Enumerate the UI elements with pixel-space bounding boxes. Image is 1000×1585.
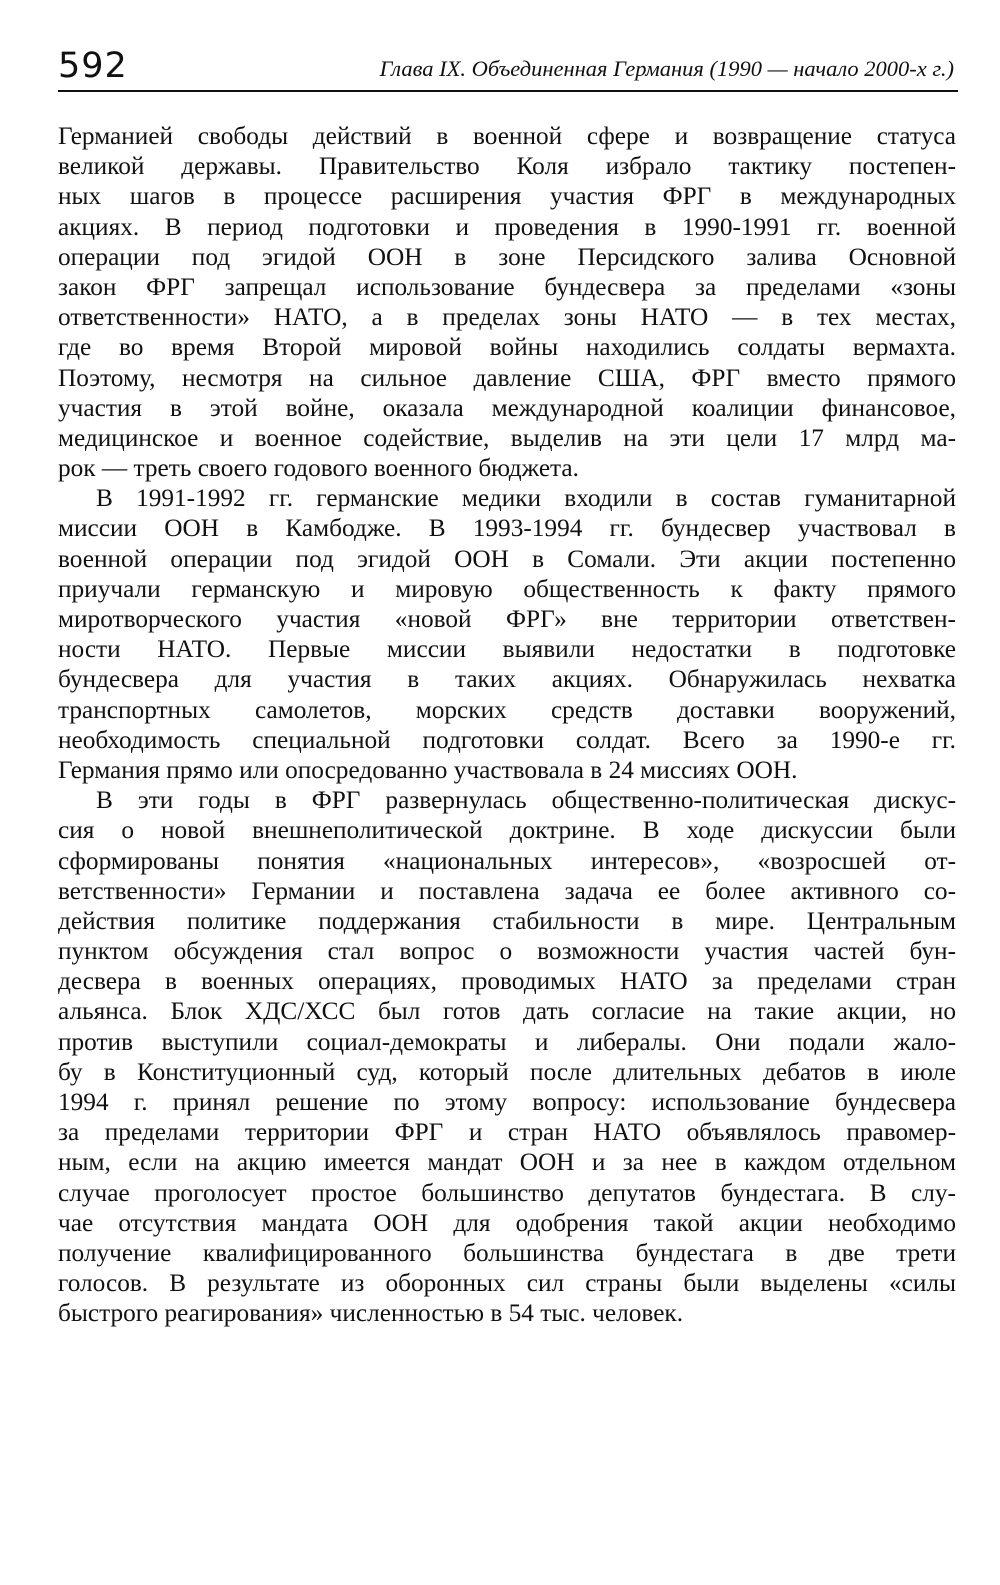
text-line: голосов. В результате из оборонных сил страны были выделены «силы [58,1269,956,1298]
text-line: где во время Второй мировой войны находились солдаты вермахта. [58,333,956,362]
text-line: В 1991-1992 гг. германские медики входили в состав гуманитарной [96,484,956,513]
page-number: 592 [58,46,128,86]
text-line: случае проголосует простое большинство депутатов бундестага. В слу- [58,1178,956,1207]
text-line: Германией свободы действий в военной сфере и возвращение статуса [58,122,956,150]
text-line: за пределами территории ФРГ и стран НАТО объявлялось правомер- [58,1118,956,1147]
text-line: десвера в военных операциях, проводимых НАТО за пределами стран [58,967,956,996]
text-line: медицинское и военное содействие, выделив на эти цели 17 млрд ма- [58,423,956,452]
text-line: необходимость специальной подготовки солдат. Всего за 1990-е гг. [58,725,956,754]
text-line: бундесвера для участия в таких акциях. Обнаружилась нехватка [58,665,956,694]
paragraph [58,121,956,483]
text-line: против выступили социал-демократы и либералы. Они подали жало- [58,1027,956,1056]
header-rule [58,90,958,92]
text-line: быстрого реагирования» численностью в 54 тыс. человек. [58,1299,684,1328]
text-line: ответственности» НАТО, а в пределах зоны НАТО — в тех местах, [58,303,956,332]
text-line: ности НАТО. Первые миссии выявили недостатки в подготовке [58,635,956,664]
text-line: миссии ООН в Камбодже. В 1993-1994 гг. бундесвер участвовал в [58,514,956,543]
page-header [58,44,958,88]
text-line: операции под эгидой ООН в зоне Персидского залива Основной [58,242,956,271]
text-line: ветственности» Германии и поставлена задача ее более активного со- [58,876,956,905]
text-line: участия в этой войне, оказала международной коалиции финансовое, [58,393,956,422]
text-line: ным, если на акцию имеется мандат ООН и за нее в каждом отдельном [58,1148,956,1177]
text-line: альянса. Блок ХДС/ХСС был готов дать согласие на такие акции, но [58,997,956,1026]
text-line: великой державы. Правительство Коля избрало тактику постепен- [58,152,956,181]
text-line: транспортных самолетов, морских средств доставки вооружений, [58,695,956,724]
text-line: В эти годы в ФРГ развернулась общественно-политическая дискус- [96,786,956,815]
text-line: бу в Конституционный суд, который после длительных дебатов в июле [58,1057,956,1086]
text-line: закон ФРГ запрещал использование бундесвера за пределами «зоны [58,272,956,301]
text-line: 1994 г. принял решение по этому вопросу: использование бундесвера [58,1088,956,1116]
paragraph [58,785,956,1328]
text-line: Германия прямо или опосредованно участвовала в 24 миссиях ООН. [58,755,798,784]
text-line: ных шагов в процессе расширения участия ФРГ в международных [58,182,956,211]
body-text [58,121,956,1329]
running-title: Глава IX. Объединенная Германия (1990 — начало 2000-х г.) [379,56,954,81]
text-line: сия о новой внешнеполитической доктрине. В ходе дискуссии были [58,816,956,845]
text-line: рок — треть своего годового военного бюджета. [58,454,579,483]
text-line: получение квалифицированного большинства бундестага в две трети [58,1238,956,1267]
text-line: действия политике поддержания стабильности в мире. Центральным [58,906,956,935]
text-line: акциях. В период подготовки и проведения в 1990-1991 гг. военной [58,212,956,241]
text-line: военной операции под эгидой ООН в Сомали. Эти акции постепенно [58,544,956,573]
text-line: пунктом обсуждения стал вопрос о возможности участия частей бун- [58,937,956,966]
paragraph [58,483,956,785]
text-line: чае отсутствия мандата ООН для одобрения такой акции необходимо [58,1208,956,1237]
text-line: миротворческого участия «новой ФРГ» вне территории ответствен- [58,605,956,633]
text-line: Поэтому, несмотря на сильное давление США, ФРГ вместо прямого [58,363,956,392]
text-line: сформированы понятия «национальных интересов», «возросшей от- [58,846,956,875]
text-line: приучали германскую и мировую общественность к факту прямого [58,574,956,603]
